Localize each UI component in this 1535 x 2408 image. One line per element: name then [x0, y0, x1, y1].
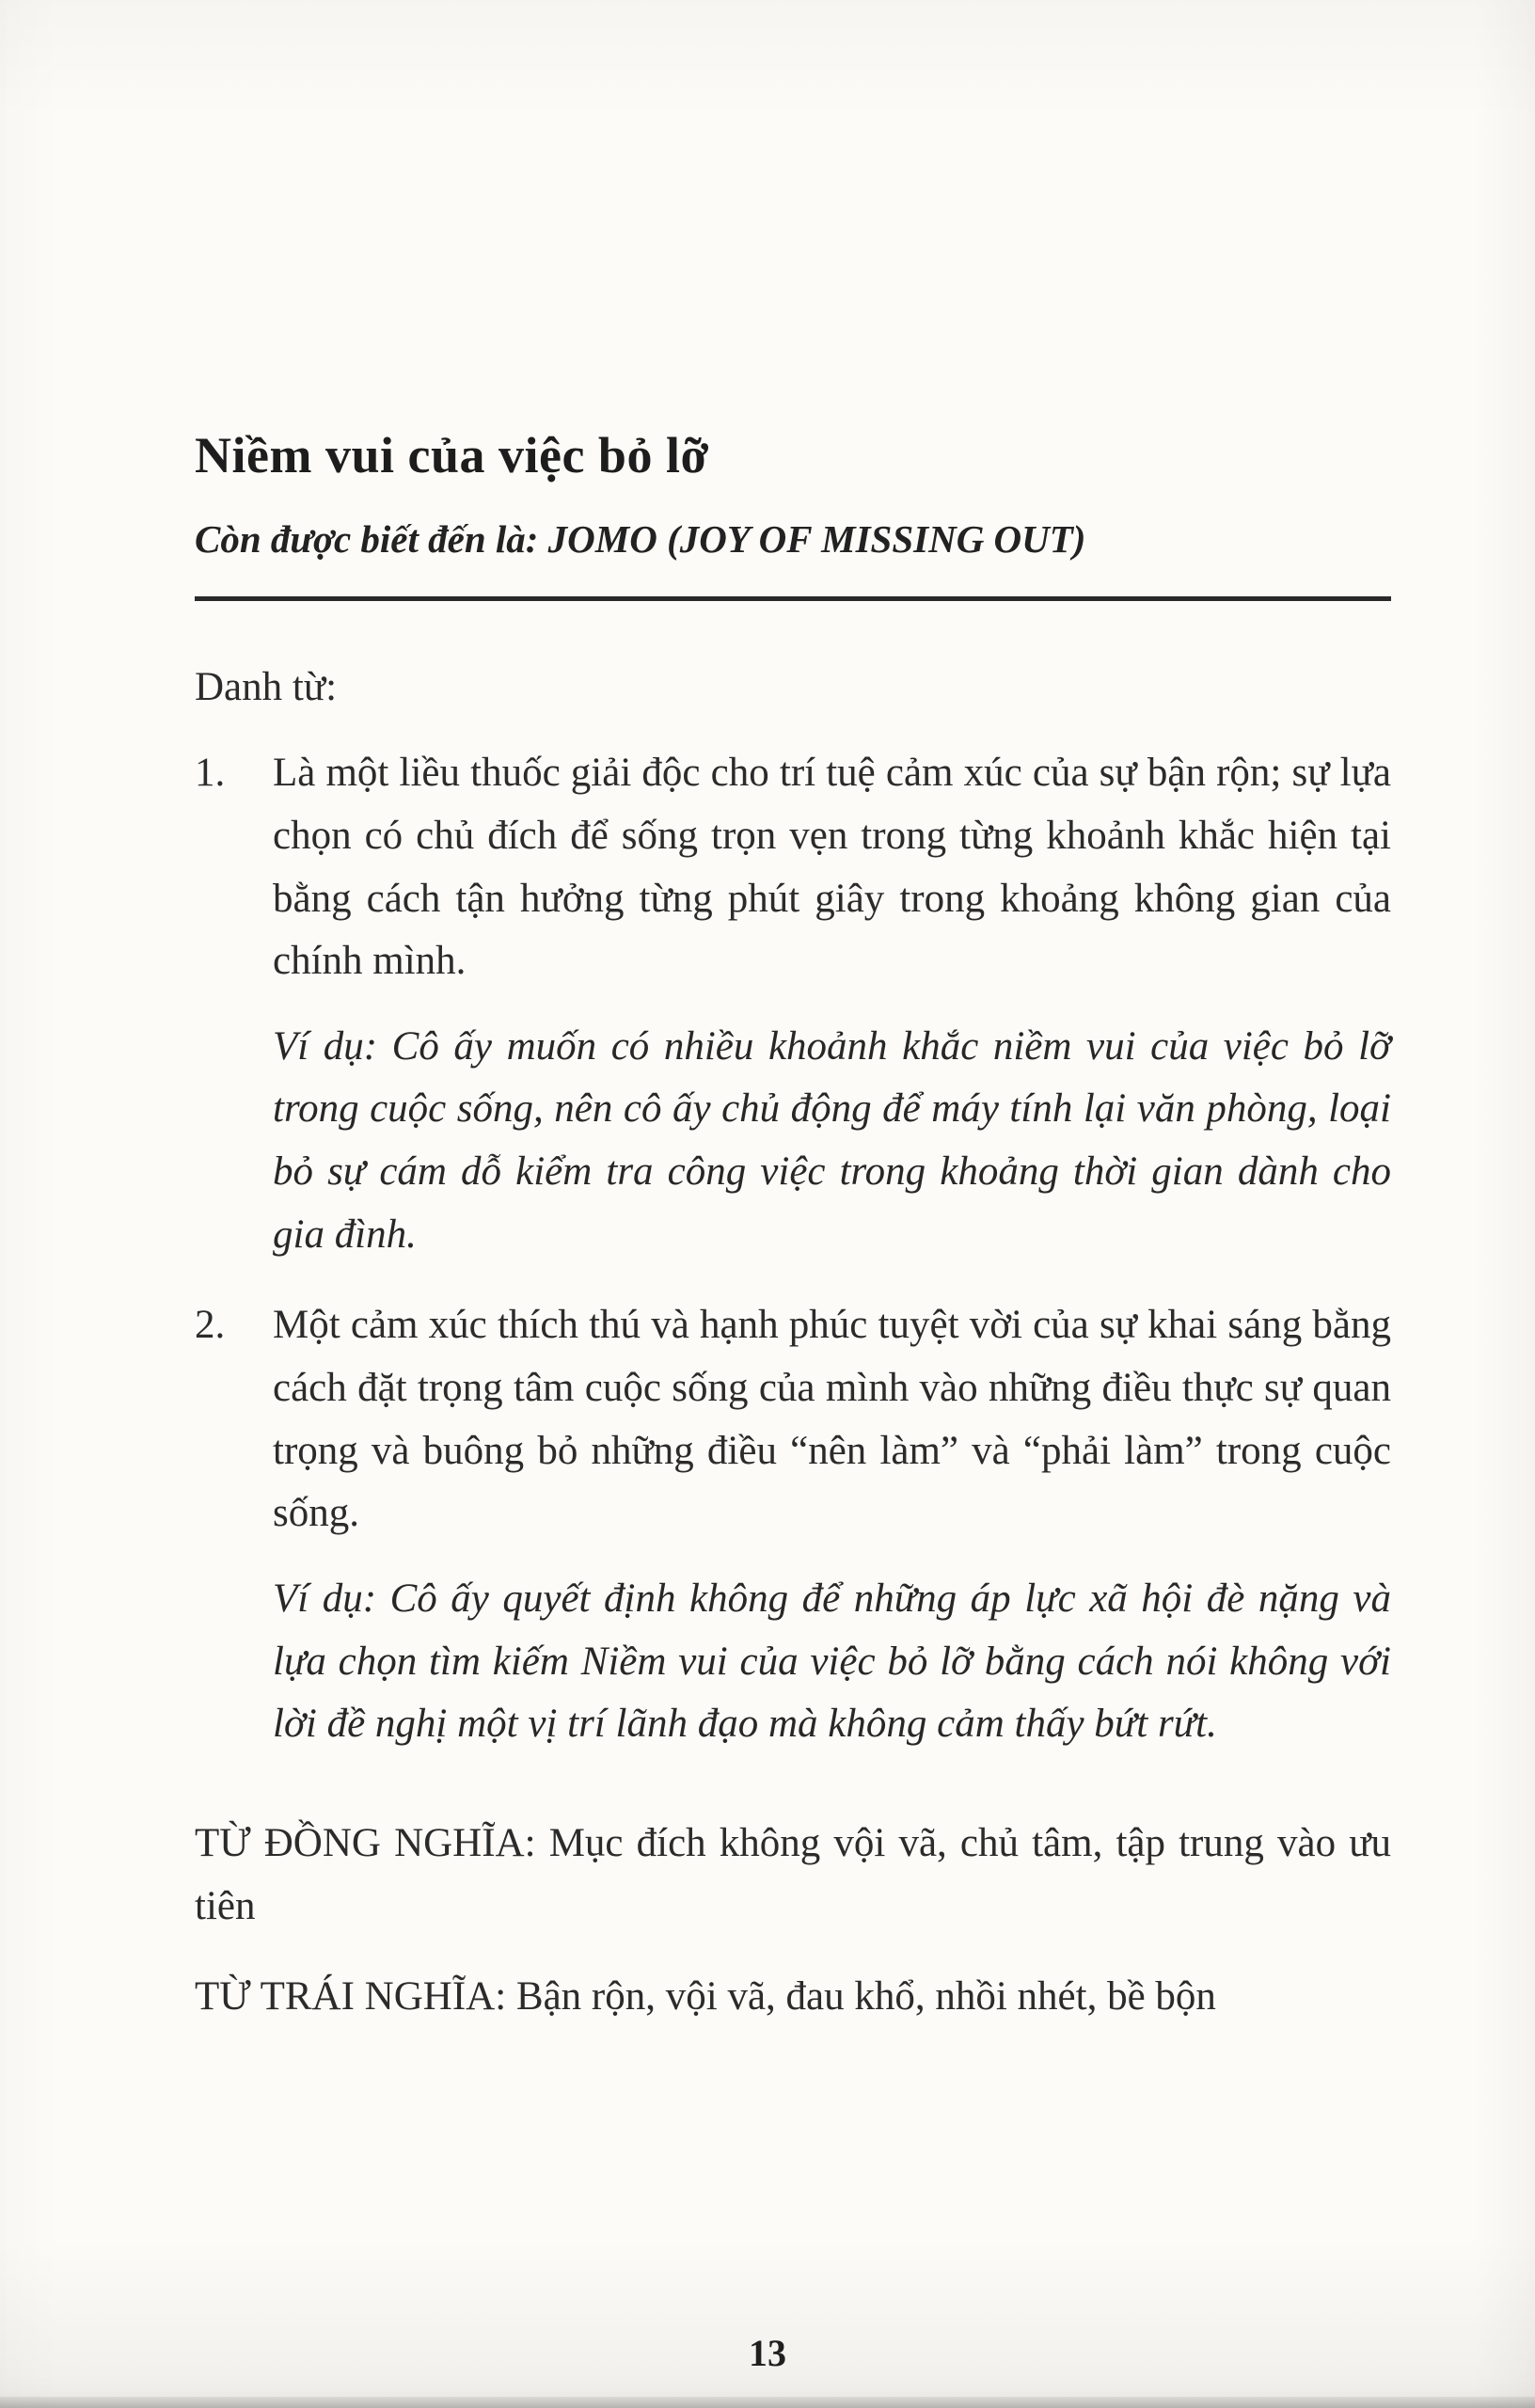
definition-body [273, 1294, 1391, 1755]
synonyms-text: Mục đích không vội vã, chủ tâm, tập trung vào ưu tiên [195, 1820, 1392, 1928]
antonyms-text: Bận rộn, vội vã, đau khổ, nhồi nhét, bề bộn [515, 1974, 1216, 2020]
definition-text: Là một liều thuốc giải độc cho trí tuệ cảm xúc của sự bận rộn; sự lựa chọn có chủ đích để sống trọn vẹn trong từng khoảnh khắc hiện tại bằng cách tận hưởng từng phút giây trong khoảng không gian của chính mình. [273, 751, 1391, 984]
part-of-speech-label: Danh từ: [195, 665, 338, 710]
antonyms-line [195, 1966, 1391, 2029]
definition-text: Một cảm xúc thích thú và hạnh phúc tuyệt vời của sự khai sáng bằng cách đặt trọng tâm cuộc sống của mình vào những điều thực sự quan trọng và buông bỏ những điều “nên làm” và “phải làm” trong cuộc sống. [273, 1303, 1391, 1536]
definition-body [273, 742, 1391, 1266]
antonyms-label: TỪ TRÁI NGHĨA: [195, 1974, 507, 2020]
definition-list [195, 742, 1391, 1756]
page-content [195, 425, 1391, 2029]
synonyms-label: TỪ ĐỒNG NGHĨA: [195, 1820, 536, 1865]
title-divider [195, 596, 1391, 601]
page-number: 13 [749, 2332, 786, 2374]
definition-item [195, 1294, 1391, 1755]
page-title: Niềm vui của việc bỏ lỡ [195, 427, 709, 483]
scan-bottom-edge [0, 2397, 1535, 2408]
definition-number: 1. [195, 751, 226, 796]
definition-number: 2. [195, 1303, 226, 1348]
definition-item [195, 742, 1391, 1266]
page-subtitle: Còn được biết đến là: JOMO (JOY OF MISSING OUT) [195, 516, 1086, 561]
definition-example: Ví dụ: Cô ấy quyết định không để những áp lực xã hội đè nặng và lựa chọn tìm kiếm Niềm vui của việc bỏ lỡ bằng cách nói không với lời đề nghị một vị trí lãnh đạo mà không cảm thấy bứt rứt. [273, 1576, 1391, 1747]
definition-example: Ví dụ: Cô ấy muốn có nhiều khoảnh khắc niềm vui của việc bỏ lỡ trong cuộc sống, nên cô ấy chủ động để máy tính lại văn phòng, loại bỏ sự cám dỗ kiểm tra công việc trong khoảng thời gian dành cho gia đình. [273, 1023, 1391, 1257]
synonyms-line [195, 1813, 1391, 1938]
